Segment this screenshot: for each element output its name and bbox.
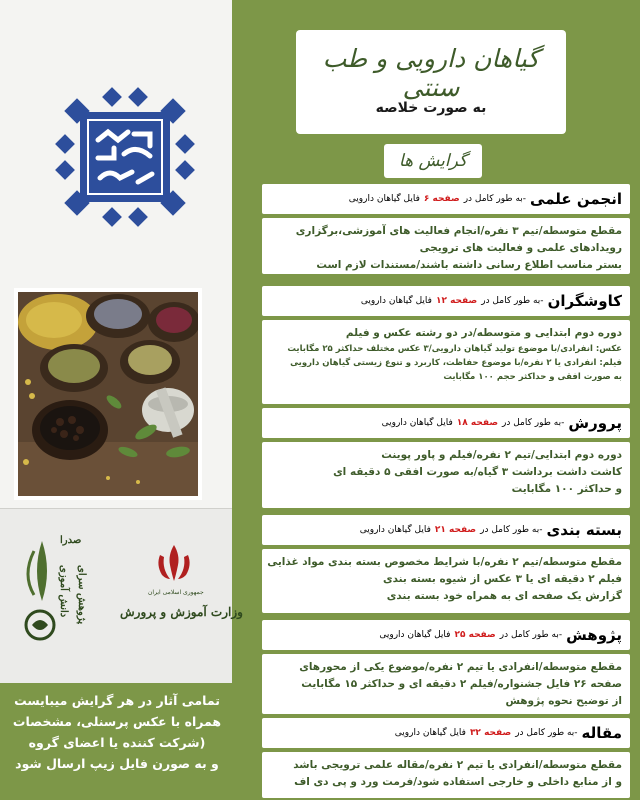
section-line: کاشت داشت برداشت ۳ گیاه/به صورت افقی ۵ دقیقه ای (333, 466, 622, 478)
section-body (262, 320, 630, 404)
footer-line: (شرکت کننده یا اعضای گروه (28, 735, 206, 750)
section-line: مقطع متوسطه/تیم ۳ نفره/انجام فعالیت های آموزشی،برگزاری (295, 225, 622, 237)
section-note-suffix: فایل گیاهان دارویی (379, 630, 451, 640)
section-line: رویدادهای علمی و فعالیت های ترویجی (419, 242, 622, 254)
republic-name: جمهوری اسلامی ایران (148, 589, 204, 596)
section-parvaresh (262, 408, 630, 508)
footer-line: همراه با عکس پرسنلی، مشخصات (12, 714, 222, 729)
section-name: پرورش (568, 414, 622, 432)
section-page: صفحه ۲۵ (454, 630, 496, 640)
section-name: بسته بندی (546, 521, 622, 539)
section-page: صفحه ۱۸ (456, 418, 499, 428)
section-note-suffix: فایل گیاهان دارویی (381, 418, 453, 428)
section-pazhuhesh (262, 620, 630, 710)
section-page: صفحه ۲۱ (434, 525, 477, 535)
section-name: مقاله (581, 724, 622, 742)
section-line: فیلم ۲ دقیقه ای یا ۳ عکس از شیوه بسته بندی (382, 573, 622, 585)
section-note-prefix: -به طور کامل در (463, 194, 527, 204)
right-column (232, 0, 640, 800)
sadra-line1: دانش آموزی (58, 565, 69, 618)
section-name: پژوهش (566, 626, 622, 644)
section-maghale (262, 718, 630, 798)
section-line: صفحه ۲۶ فایل جشنواره/فیلم ۲ دقیقه ای و حداکثر ۱۵ مگابایت (301, 678, 622, 690)
section-line: مقطع متوسطه/انفرادی یا تیم ۲ نفره/مقاله علمی ترویجی باشد (293, 759, 622, 771)
section-line: از توضیح نحوه پژوهش (505, 695, 622, 707)
section-line: عکس: انفرادی/با موضوع تولید گیاهان دارویی/۳ عکس مختلف حداکثر ۲۵ مگابایت (287, 344, 622, 354)
section-line: بستر مناسب اطلاع رسانی داشته باشند/مستندات لازم است (316, 259, 622, 271)
herbs-photo (14, 288, 202, 500)
logos-panel (0, 508, 243, 683)
section-line: و از منابع داخلی و خارجی استفاده شود/فرمت ورد و پی دی اف (294, 776, 622, 788)
section-header (262, 408, 630, 438)
page-title: گیاهان دارویی و طب سنتی (322, 44, 540, 102)
section-line: به صورت افقی و حداکثر حجم ۱۰۰ مگابایت (443, 372, 622, 382)
section-header (262, 620, 630, 650)
section-header (262, 718, 630, 748)
section-note-suffix: فایل گیاهان دارویی (359, 525, 431, 535)
sadra-line2: پژوهش سرای (76, 565, 87, 625)
section-page: صفحه ۶ (423, 194, 460, 204)
section-page: صفحه ۳۲ (469, 728, 512, 738)
emblem-icon (50, 82, 200, 232)
section-note-suffix: فایل گیاهان دارویی (360, 296, 432, 306)
section-note-suffix: فایل گیاهان دارویی (348, 194, 420, 204)
section-body (262, 752, 630, 798)
section-note-prefix: -به طور کامل در (502, 418, 565, 428)
sadra-label: صدرا (60, 535, 82, 546)
section-note-prefix: -به طور کامل در (515, 728, 578, 738)
section-body (262, 218, 630, 274)
title-box (296, 30, 566, 134)
logos-area (12, 531, 243, 671)
section-line: مقطع متوسطه/تیم ۲ نفره/با شرایط مخصوص بسته بندی مواد غذایی (267, 556, 622, 568)
section-line: گزارش یک صفحه ای به همراه خود بسته بندی (386, 590, 622, 602)
left-white-panel (0, 0, 232, 508)
page-subtitle: به صورت خلاصه (375, 100, 487, 116)
section-body (262, 549, 630, 613)
iran-emblem-icon (152, 541, 196, 585)
section-note-prefix: -به طور کامل در (481, 296, 544, 306)
section-baste-bandi (262, 515, 630, 615)
section-name: کاوشگران (547, 292, 622, 310)
section-header (262, 286, 630, 316)
section-page: صفحه ۱۲ (435, 296, 478, 306)
footer-line: و به صورن فایل زیپ ارسال شود (15, 756, 219, 771)
section-header (262, 515, 630, 545)
section-kavoshgaran (262, 286, 630, 402)
section-line: دوره دوم ابتدایی و متوسطه/در دو رشته عکس و فیلم (345, 327, 622, 339)
section-note-prefix: -به طور کامل در (499, 630, 563, 640)
footer-line: تمامی آثار در هر گرایش میبایست (14, 693, 220, 708)
left-column (0, 0, 243, 800)
section-line: مقطع متوسطه/انفرادی یا تیم ۲ نفره/موضوع یکی از محورهای (299, 661, 622, 673)
section-note-prefix: -به طور کامل در (480, 525, 543, 535)
section-note-suffix: فایل گیاهان دارویی (394, 728, 466, 738)
section-line: دوره دوم ابتدایی/تیم ۲ نفره/فیلم و پاور پوینت (381, 449, 622, 461)
section-line: فیلم: انفرادی یا ۲ نفره/با موضوع حفاظت، کاربرد و تنوع زیستی گیاهان دارویی (290, 358, 622, 368)
section-body (262, 442, 630, 508)
ministry-name: وزارت آموزش و پرورش (120, 605, 243, 619)
section-body (262, 654, 630, 714)
section-line: و حداکثر ۱۰۰ مگابایت (511, 483, 622, 495)
footer-note (4, 690, 230, 774)
section-name: انجمن علمی (530, 190, 622, 208)
categories-heading: گرایش ها (384, 144, 482, 178)
section-anjoman-elmi (262, 184, 630, 272)
section-header (262, 184, 630, 214)
